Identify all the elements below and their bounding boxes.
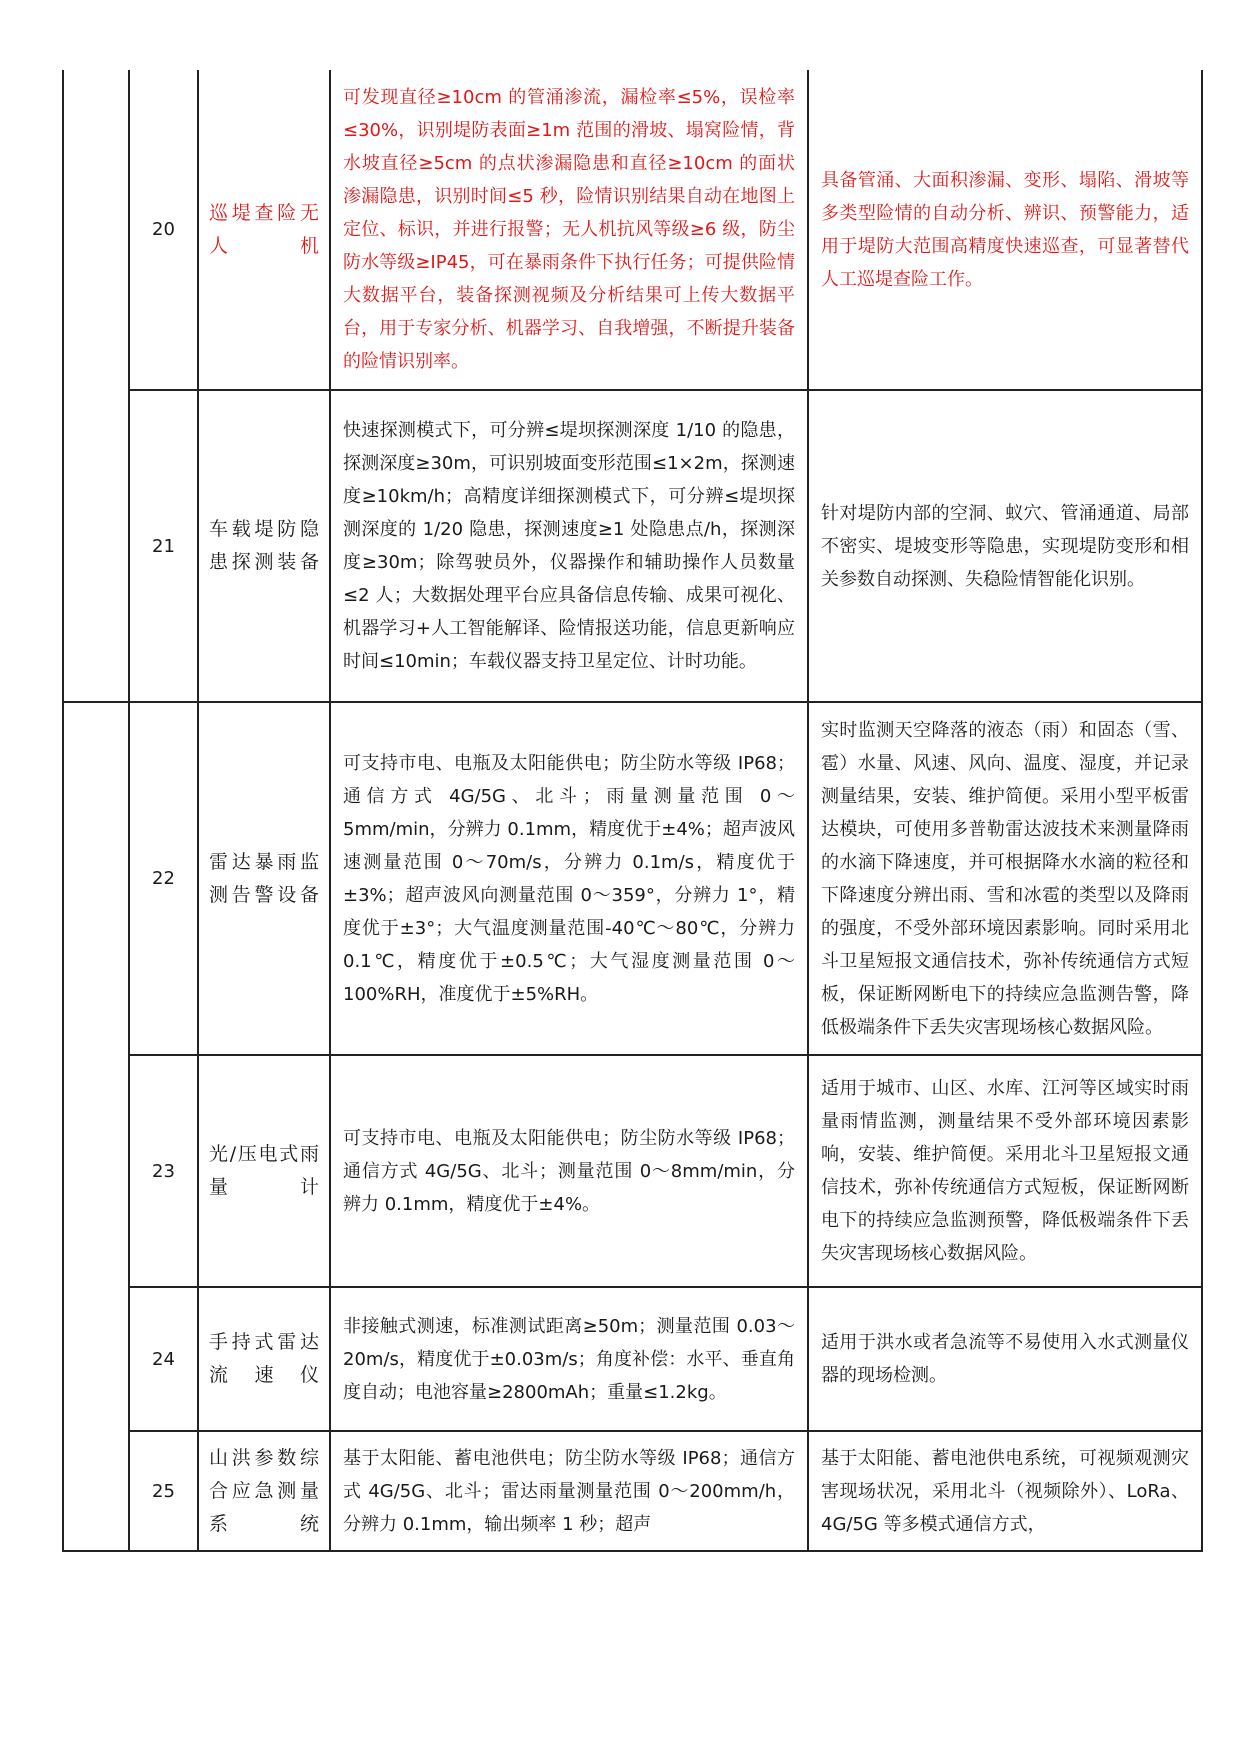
- table-row: [63, 1055, 1202, 1287]
- equipment-name: 手持式雷达流速仪: [198, 1287, 330, 1431]
- row-number: 20: [129, 70, 198, 390]
- function-description: 具备管涌、大面积渗漏、变形、塌陷、滑坡等多类型险情的自动分析、辨识、预警能力，适用于堤防大范围高精度快速巡查，可显著替代人工巡堤查险工作。: [808, 70, 1202, 390]
- table-row: [63, 390, 1202, 702]
- category-cell: [63, 702, 129, 1551]
- technical-spec: 非接触式测速，标准测试距离≥50m；测量范围 0.03～20m/s，精度优于±0.03m/s；角度补偿：水平、垂直角度自动；电池容量≥2800mAh；重量≤1.2kg。: [330, 1287, 808, 1431]
- row-number: 25: [129, 1431, 198, 1551]
- table-row: [63, 702, 1202, 1055]
- technical-spec: 基于太阳能、蓄电池供电；防尘防水等级 IP68；通信方式 4G/5G、北斗；雷达雨量测量范围 0～200mm/h，分辨力 0.1mm，输出频率 1 秒；超声: [330, 1431, 808, 1551]
- technical-spec: 可支持市电、电瓶及太阳能供电；防尘防水等级 IP68；通信方式 4G/5G、北斗；雨量测量范围 0～5mm/min，分辨力 0.1mm，精度优于±4%；超声波风速测量范围 0～70m/s，分辨力 0.1m/s，精度优于±3%；超声波风向测量范围 0～359°，分辨力 1°，精度优于±3°；大气温度测量范围-40℃～80℃，分辨力 0.1℃，精度优于±0.5℃；大气湿度测量范围 0～100%RH，准度优于±5%RH。: [330, 702, 808, 1055]
- category-cell: [63, 70, 129, 702]
- row-number: 23: [129, 1055, 198, 1287]
- equipment-name: 光/压电式雨量计: [198, 1055, 330, 1287]
- table-row: [63, 70, 1202, 390]
- equipment-name: 巡堤查险无人机: [198, 70, 330, 390]
- technical-spec: 可发现直径≥10cm 的管涌渗流，漏检率≤5%，误检率≤30%，识别堤防表面≥1m 范围的滑坡、塌窝险情，背水坡直径≥5cm 的点状渗漏隐患和直径≥10cm 的面状渗漏隐患，识别时间≤5 秒，险情识别结果自动在地图上定位、标识，并进行报警；无人机抗风等级≥6 级，防尘防水等级≥IP45，可在暴雨条件下执行任务；可提供险情大数据平台，装备探测视频及分析结果可上传大数据平台，用于专家分析、机器学习、自我增强，不断提升装备的险情识别率。: [330, 70, 808, 390]
- function-description: 适用于城市、山区、水库、江河等区域实时雨量雨情监测，测量结果不受外部环境因素影响，安装、维护简便。采用北斗卫星短报文通信技术，弥补传统通信方式短板，保证断网断电下的持续应急监测预警，降低极端条件下丢失灾害现场核心数据风险。: [808, 1055, 1202, 1287]
- row-number: 24: [129, 1287, 198, 1431]
- equipment-table: [62, 70, 1203, 1552]
- technical-spec: 快速探测模式下，可分辨≤堤坝探测深度 1/10 的隐患，探测深度≥30m，可识别坡面变形范围≤1×2m，探测速度≥10km/h；高精度详细探测模式下，可分辨≤堤坝探测深度的 1/20 隐患，探测速度≥1 处隐患点/h，探测深度≥30m；除驾驶员外，仪器操作和辅助操作人员数量≤2 人；大数据处理平台应具备信息传输、成果可视化、机器学习+人工智能解译、险情报送功能，信息更新响应时间≤10min；车载仪器支持卫星定位、计时功能。: [330, 390, 808, 702]
- function-description: 适用于洪水或者急流等不易使用入水式测量仪器的现场检测。: [808, 1287, 1202, 1431]
- technical-spec: 可支持市电、电瓶及太阳能供电；防尘防水等级 IP68；通信方式 4G/5G、北斗；测量范围 0～8mm/min，分辨力 0.1mm，精度优于±4%。: [330, 1055, 808, 1287]
- equipment-name: 雷达暴雨监测告警设备: [198, 702, 330, 1055]
- row-number: 21: [129, 390, 198, 702]
- function-description: 针对堤防内部的空洞、蚁穴、管涌通道、局部不密实、堤坡变形等隐患，实现堤防变形和相关参数自动探测、失稳险情智能化识别。: [808, 390, 1202, 702]
- equipment-name: 车载堤防隐患探测装备: [198, 390, 330, 702]
- function-description: 实时监测天空降落的液态（雨）和固态（雪、雹）水量、风速、风向、温度、湿度，并记录测量结果，安装、维护简便。采用小型平板雷达模块，可使用多普勒雷达波技术来测量降雨的水滴下降速度，并可根据降水水滴的粒径和下降速度分辨出雨、雪和冰雹的类型以及降雨的强度，不受外部环境因素影响。同时采用北斗卫星短报文通信技术，弥补传统通信方式短板，保证断网断电下的持续应急监测告警，降低极端条件下丢失灾害现场核心数据风险。: [808, 702, 1202, 1055]
- function-description: 基于太阳能、蓄电池供电系统，可视频观测灾害现场状况，采用北斗（视频除外）、LoRa、4G/5G 等多模式通信方式，: [808, 1431, 1202, 1551]
- equipment-name: 山洪参数综合应急测量系统: [198, 1431, 330, 1551]
- row-number: 22: [129, 702, 198, 1055]
- table-row: [63, 1431, 1202, 1551]
- table-row: [63, 1287, 1202, 1431]
